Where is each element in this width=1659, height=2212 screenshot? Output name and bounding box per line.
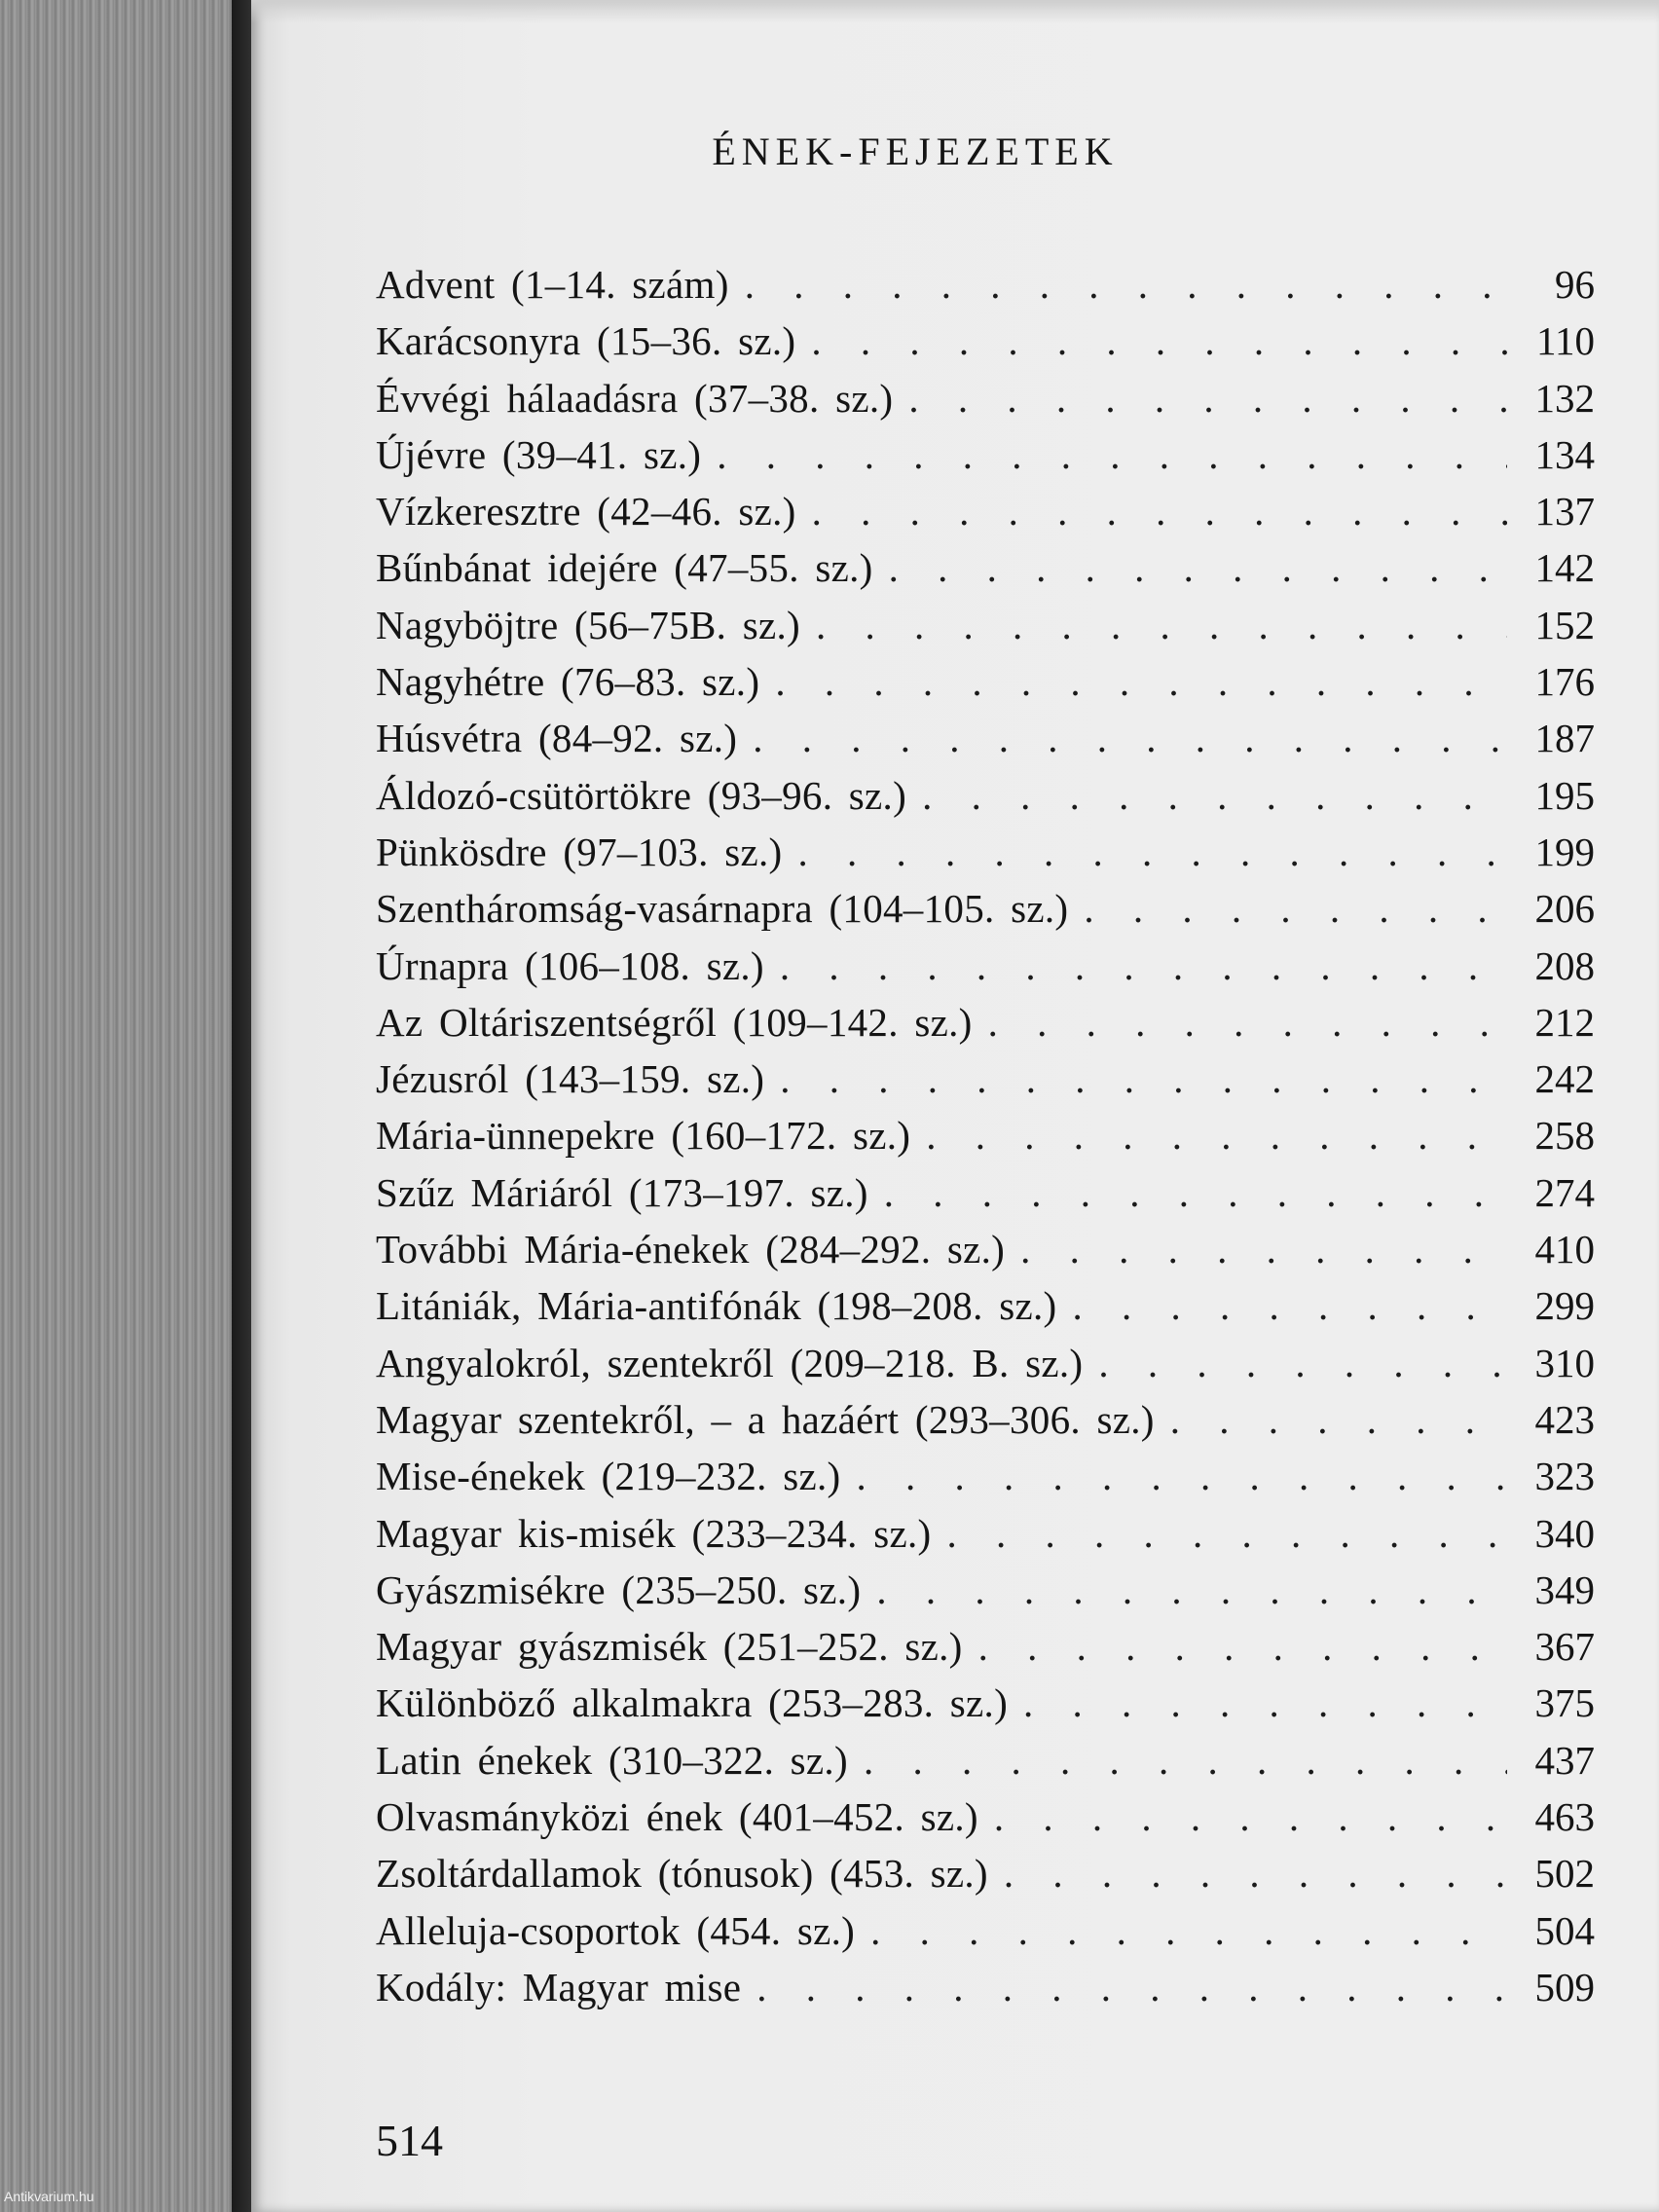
toc-entry-title: Magyar gyászmisék (251–252. sz.) <box>376 1624 963 1670</box>
toc-dot-leader <box>926 1112 1507 1159</box>
toc-entry <box>376 431 1595 488</box>
toc-dot-leader <box>988 999 1507 1046</box>
toc-entry <box>376 885 1595 941</box>
toc-entry-page: 463 <box>1534 1794 1595 1840</box>
toc-entry <box>376 1793 1595 1850</box>
toc-entry-title: Karácsonyra (15–36. sz.) <box>376 318 796 364</box>
toc-entry-title: Mise-énekek (219–232. sz.) <box>376 1454 841 1499</box>
toc-entry <box>376 544 1595 601</box>
toc-entry-title: Litániák, Mária-antifónák (198–208. sz.) <box>376 1283 1057 1329</box>
toc-entry <box>376 658 1595 715</box>
table-of-contents <box>376 261 1595 2020</box>
toc-dot-leader <box>876 1567 1507 1613</box>
toc-entry <box>376 261 1595 317</box>
toc-entry-page: 349 <box>1534 1567 1595 1612</box>
toc-entry-title: Advent (1–14. szám) <box>376 262 729 307</box>
toc-dot-leader <box>870 1907 1507 1954</box>
toc-entry-title: Magyar szentekről, – a hazáért (293–306. sz.) <box>376 1396 1155 1442</box>
toc-entry <box>376 942 1595 999</box>
toc-entry-page: 323 <box>1534 1454 1595 1499</box>
toc-dot-leader <box>857 1453 1507 1499</box>
toc-entry-title: Angyalokról, szentekről (209–218. B. sz.) <box>376 1340 1084 1385</box>
toc-entry-page: 152 <box>1534 602 1595 647</box>
toc-entry-title: Évvégi hálaadásra (37–38. sz.) <box>376 375 894 421</box>
toc-entry-page: 274 <box>1534 1169 1595 1215</box>
toc-entry <box>376 999 1595 1055</box>
toc-dot-leader <box>922 772 1507 819</box>
toc-entry <box>376 317 1595 374</box>
toc-dot-leader <box>978 1623 1507 1670</box>
toc-entry-page: 176 <box>1534 659 1595 705</box>
toc-entry <box>376 1453 1595 1509</box>
toc-entry <box>376 1679 1595 1736</box>
page-number: 514 <box>376 2116 443 2165</box>
toc-entry-title: Vízkeresztre (42–46. sz.) <box>376 489 796 535</box>
toc-entry-page: 437 <box>1534 1737 1595 1783</box>
toc-entry-page: 299 <box>1534 1283 1595 1329</box>
toc-dot-leader <box>946 1510 1507 1557</box>
toc-entry-page: 137 <box>1534 489 1595 535</box>
toc-dot-leader <box>1170 1396 1507 1443</box>
toc-entry-title: Újévre (39–41. sz.) <box>376 431 702 477</box>
toc-entry-title: Különböző alkalmakra (253–283. sz.) <box>376 1680 1009 1726</box>
page-heading: ÉNEK-FEJEZETEK <box>712 129 1119 173</box>
toc-dot-leader <box>1020 1226 1507 1272</box>
watermark-text: Antikvarium.hu <box>4 2189 94 2204</box>
toc-entry <box>376 602 1595 658</box>
toc-entry <box>376 1169 1595 1226</box>
toc-dot-leader <box>717 431 1507 478</box>
toc-entry-page: 142 <box>1534 545 1595 591</box>
toc-entry <box>376 829 1595 885</box>
toc-entry-title: Úrnapra (106–108. sz.) <box>376 942 764 988</box>
toc-entry-title: Jézusról (143–159. sz.) <box>376 1056 765 1102</box>
toc-entry-page: 208 <box>1534 942 1595 988</box>
toc-entry <box>376 1226 1595 1282</box>
toc-entry-title: Magyar kis-misék (233–234. sz.) <box>376 1510 932 1556</box>
toc-entry-title: Szentháromság-vasárnapra (104–105. sz.) <box>376 886 1069 932</box>
toc-dot-leader <box>884 1169 1507 1216</box>
toc-entry-page: 242 <box>1534 1056 1595 1102</box>
toc-dot-leader <box>1072 1282 1507 1329</box>
toc-dot-leader <box>908 375 1507 422</box>
toc-dot-leader <box>797 829 1507 875</box>
toc-entry-title: Pünkösdre (97–103. sz.) <box>376 829 783 874</box>
toc-entry-title: Nagyhétre (76–83. sz.) <box>376 659 760 705</box>
toc-entry <box>376 1567 1595 1623</box>
toc-entry-title: További Mária-énekek (284–292. sz.) <box>376 1227 1006 1272</box>
toc-entry-title: Húsvétra (84–92. sz.) <box>376 716 738 761</box>
toc-dot-leader <box>994 1793 1507 1840</box>
toc-entry-title: Kodály: Magyar mise <box>376 1964 742 2009</box>
toc-dot-leader <box>1004 1850 1507 1897</box>
toc-entry-title: Nagyböjtre (56–75B. sz.) <box>376 602 800 647</box>
toc-entry-title: Áldozó-csütörtökre (93–96. sz.) <box>376 772 907 818</box>
toc-entry <box>376 1964 1595 2020</box>
toc-entry <box>376 1737 1595 1793</box>
toc-entry <box>376 1055 1595 1112</box>
toc-entry-page: 187 <box>1534 716 1595 761</box>
toc-entry-page: 134 <box>1534 431 1595 477</box>
toc-dot-leader <box>811 317 1507 364</box>
toc-entry <box>376 1907 1595 1964</box>
toc-dot-leader <box>816 602 1507 648</box>
toc-dot-leader <box>1023 1679 1507 1726</box>
toc-entry-page: 132 <box>1534 375 1595 421</box>
toc-entry-title: Szűz Máriáról (173–197. sz.) <box>376 1169 868 1215</box>
toc-entry-page: 375 <box>1534 1680 1595 1726</box>
toc-entry <box>376 1623 1595 1679</box>
toc-entry <box>376 1510 1595 1567</box>
toc-entry-page: 367 <box>1534 1624 1595 1670</box>
toc-dot-leader <box>780 1055 1507 1102</box>
toc-entry-title: Alleluja-csoportok (454. sz.) <box>376 1907 856 1953</box>
toc-dot-leader <box>756 1964 1507 2010</box>
toc-entry-title: Olvasmányközi ének (401–452. sz.) <box>376 1794 978 1840</box>
toc-entry-page: 502 <box>1534 1851 1595 1897</box>
toc-dot-leader <box>775 658 1507 705</box>
toc-entry-title: Latin énekek (310–322. sz.) <box>376 1737 848 1783</box>
toc-entry-page: 199 <box>1534 829 1595 874</box>
toc-dot-leader <box>745 261 1507 308</box>
toc-entry-page: 212 <box>1534 999 1595 1045</box>
toc-entry-title: Zsoltárdallamok (tónusok) (453. sz.) <box>376 1851 988 1897</box>
toc-entry-page: 410 <box>1534 1227 1595 1272</box>
toc-entry-page: 110 <box>1536 318 1595 364</box>
toc-entry-title: Gyászmisékre (235–250. sz.) <box>376 1567 862 1612</box>
toc-entry-page: 258 <box>1534 1113 1595 1159</box>
toc-entry <box>376 1282 1595 1339</box>
toc-dot-leader <box>864 1737 1507 1784</box>
toc-entry <box>376 375 1595 431</box>
toc-dot-leader <box>780 942 1507 989</box>
toc-entry <box>376 715 1595 771</box>
toc-entry <box>376 488 1595 544</box>
toc-entry-page: 96 <box>1555 262 1595 307</box>
toc-entry <box>376 772 1595 829</box>
toc-entry-page: 423 <box>1534 1396 1595 1442</box>
toc-dot-leader <box>812 488 1507 535</box>
toc-entry-title: Mária-ünnepekre (160–172. sz.) <box>376 1113 911 1159</box>
toc-entry-page: 340 <box>1534 1510 1595 1556</box>
toc-entry <box>376 1850 1595 1906</box>
toc-entry <box>376 1396 1595 1453</box>
toc-dot-leader <box>1098 1340 1507 1386</box>
toc-entry-page: 310 <box>1534 1340 1595 1385</box>
page-top-edge <box>251 0 1659 23</box>
toc-dot-leader <box>753 715 1507 761</box>
toc-entry-title: Bűnbánat idejére (47–55. sz.) <box>376 545 873 591</box>
toc-dot-leader <box>889 544 1507 591</box>
toc-entry-page: 195 <box>1534 772 1595 818</box>
toc-entry-page: 504 <box>1534 1907 1595 1953</box>
toc-entry <box>376 1340 1595 1396</box>
toc-dot-leader <box>1084 885 1507 932</box>
toc-entry <box>376 1112 1595 1168</box>
toc-entry-title: Az Oltáriszentségről (109–142. sz.) <box>376 999 973 1045</box>
toc-entry-page: 509 <box>1534 1964 1595 2009</box>
toc-entry-page: 206 <box>1534 886 1595 932</box>
